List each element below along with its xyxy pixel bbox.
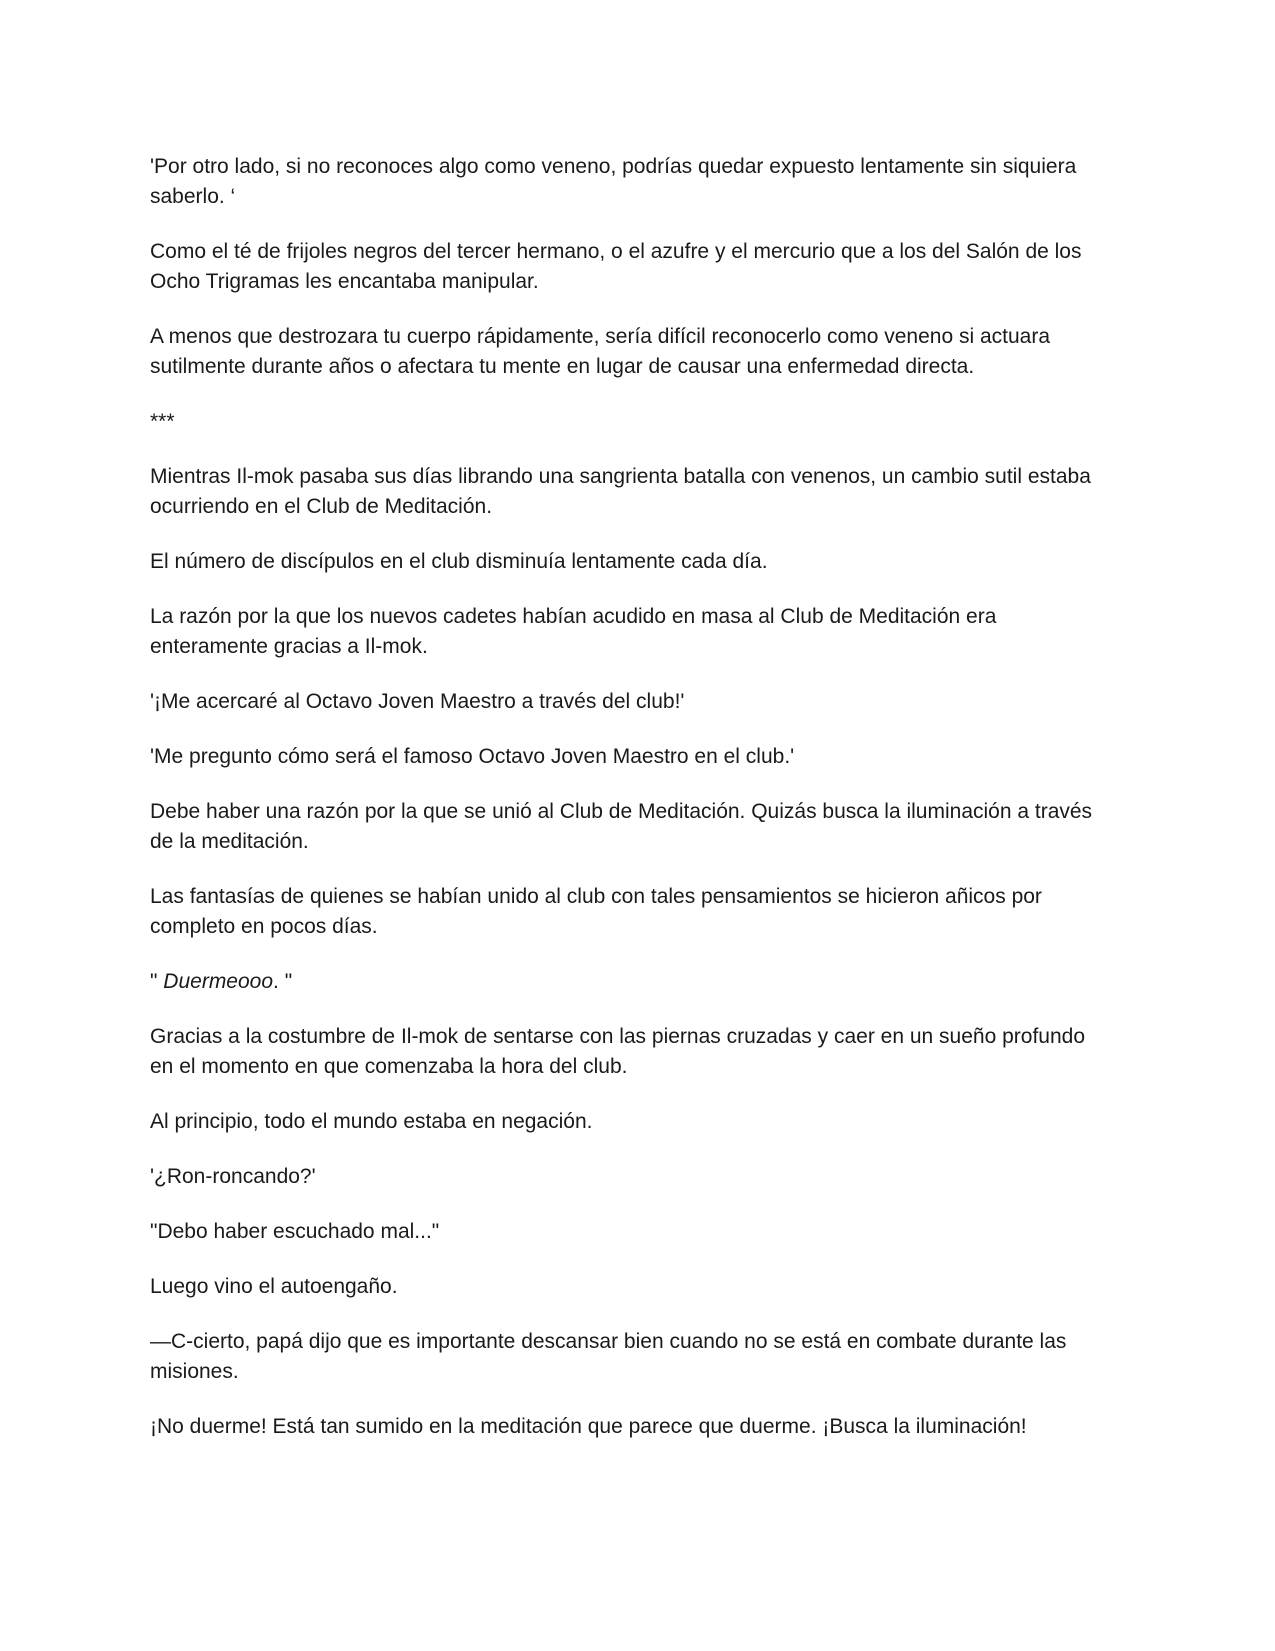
italic-sound: Duermeooo [163,970,274,993]
paragraph: El número de discípulos en el club disminuía lentamente cada día. [150,550,768,573]
dialogue-line [150,967,1110,997]
body-text [150,152,1110,1467]
paragraph: La razón por la que los nuevos cadetes habían acudido en masa al Club de Meditación era enteramente gracias a Il-mok. [150,605,997,658]
dialogue-line: '¿Ron-roncando?' [150,1165,316,1188]
paragraph: Como el té de frijoles negros del tercer hermano, o el azufre y el mercurio que a los del Salón de los Ocho Trigramas les encantaba manipular. [150,240,1082,293]
dialogue-line: "Debo haber escuchado mal..." [150,1220,440,1243]
paragraph: Luego vino el autoengaño. [150,1275,398,1298]
quote-prefix: " [150,970,164,993]
dialogue-line: 'Me pregunto cómo será el famoso Octavo Joven Maestro en el club.' [150,745,795,768]
paragraph: Las fantasías de quienes se habían unido al club con tales pensamientos se hicieron añicos por completo en pocos días. [150,885,1042,938]
paragraph: 'Por otro lado, si no reconoces algo como veneno, podrías quedar expuesto lentamente sin siquiera saberlo. ‘ [150,155,1077,208]
quote-suffix: . " [273,970,293,993]
paragraph: A menos que destrozara tu cuerpo rápidamente, sería difícil reconocerlo como veneno si actuara sutilmente durante años o afectara tu mente en lugar de causar una enfermedad directa. [150,325,1050,378]
paragraph: ¡No duerme! Está tan sumido en la meditación que parece que duerme. ¡Busca la iluminación! [150,1415,1027,1438]
paragraph: Debe haber una razón por la que se unió al Club de Meditación. Quizás busca la iluminación a través de la meditación. [150,800,1093,853]
dialogue-line: —C-cierto, papá dijo que es importante descansar bien cuando no se está en combate durante las misiones. [150,1330,1067,1383]
paragraph: Mientras Il-mok pasaba sus días librando una sangrienta batalla con venenos, un cambio sutil estaba ocurriendo en el Club de Meditación. [150,465,1091,518]
paragraph: Gracias a la costumbre de Il-mok de sentarse con las piernas cruzadas y caer en un sueño profundo en el momento en que comenzaba la hora del club. [150,1025,1086,1078]
dialogue-line: '¡Me acercaré al Octavo Joven Maestro a través del club!' [150,690,685,713]
paragraph: Al principio, todo el mundo estaba en negación. [150,1110,593,1133]
scene-break: *** [150,410,175,433]
